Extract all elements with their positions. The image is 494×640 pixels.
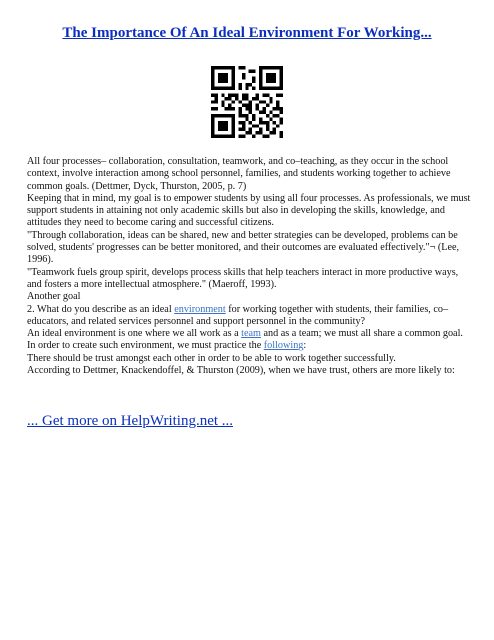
paragraph: "Teamwork fuels group spirit, develops process skills that help teachers interact in more productive ways, and fosters a more intellectual atmosphere." (Maeroff, 1993). — [27, 266, 459, 290]
text-segment: and as a team; we must all share a common goal. In order to create such environment, we must practice the — [27, 328, 463, 352]
title-link[interactable]: The Importance Of An Ideal Environment For Working... — [62, 25, 432, 41]
paragraph: All four processes– collaboration, consultation, teamwork, and co–teaching, as they occur in the school context, involve interaction among school personnel, families, and students working together to achieve common goals. (Dettmer, Dyck, Thurston, 2005, p. 7) — [27, 156, 451, 192]
paragraph — [27, 328, 473, 353]
text-segment: An ideal environment is one where we all work as a — [27, 328, 242, 340]
paragraph: According to Dettmer, Knackendoffel, & Thurston (2009), when we have trust, others are more likely to: — [27, 365, 455, 377]
paragraph: "Through collaboration, ideas can be shared, new and better strategies can be developed, problems can be solved, students' progresses can be better monitored, and their outcomes are evaluated effectively."¬ (Lee, 1996). — [27, 229, 460, 266]
qr-code — [211, 66, 283, 138]
text-segment: : — [303, 340, 307, 352]
article-body — [27, 156, 473, 377]
team-link[interactable]: team — [241, 328, 261, 340]
paragraph: There should be trust amongst each other in order to be able to work together successfully. — [27, 352, 396, 364]
paragraph: Another goal — [27, 291, 81, 303]
text-segment: 2. What do you describe as an ideal — [27, 303, 175, 315]
following-link[interactable]: following — [263, 340, 304, 352]
get-more-link[interactable]: ... Get more on HelpWriting.net ... — [27, 413, 234, 429]
more-link-container — [27, 412, 233, 430]
text-segment: for working together with students, their families, co–educators, and related services personnel and support personnel in the community? — [27, 303, 449, 327]
paragraph — [27, 304, 473, 329]
environment-link[interactable]: environment — [174, 303, 226, 315]
paragraph: Keeping that in mind, my goal is to empower students by using all four processes. As professionals, we must support students in attaining not only academic skills but also in developing the skills, knowledge, and attitudes they need to become caring and successful citizens. — [27, 192, 471, 229]
document-title — [0, 24, 494, 42]
